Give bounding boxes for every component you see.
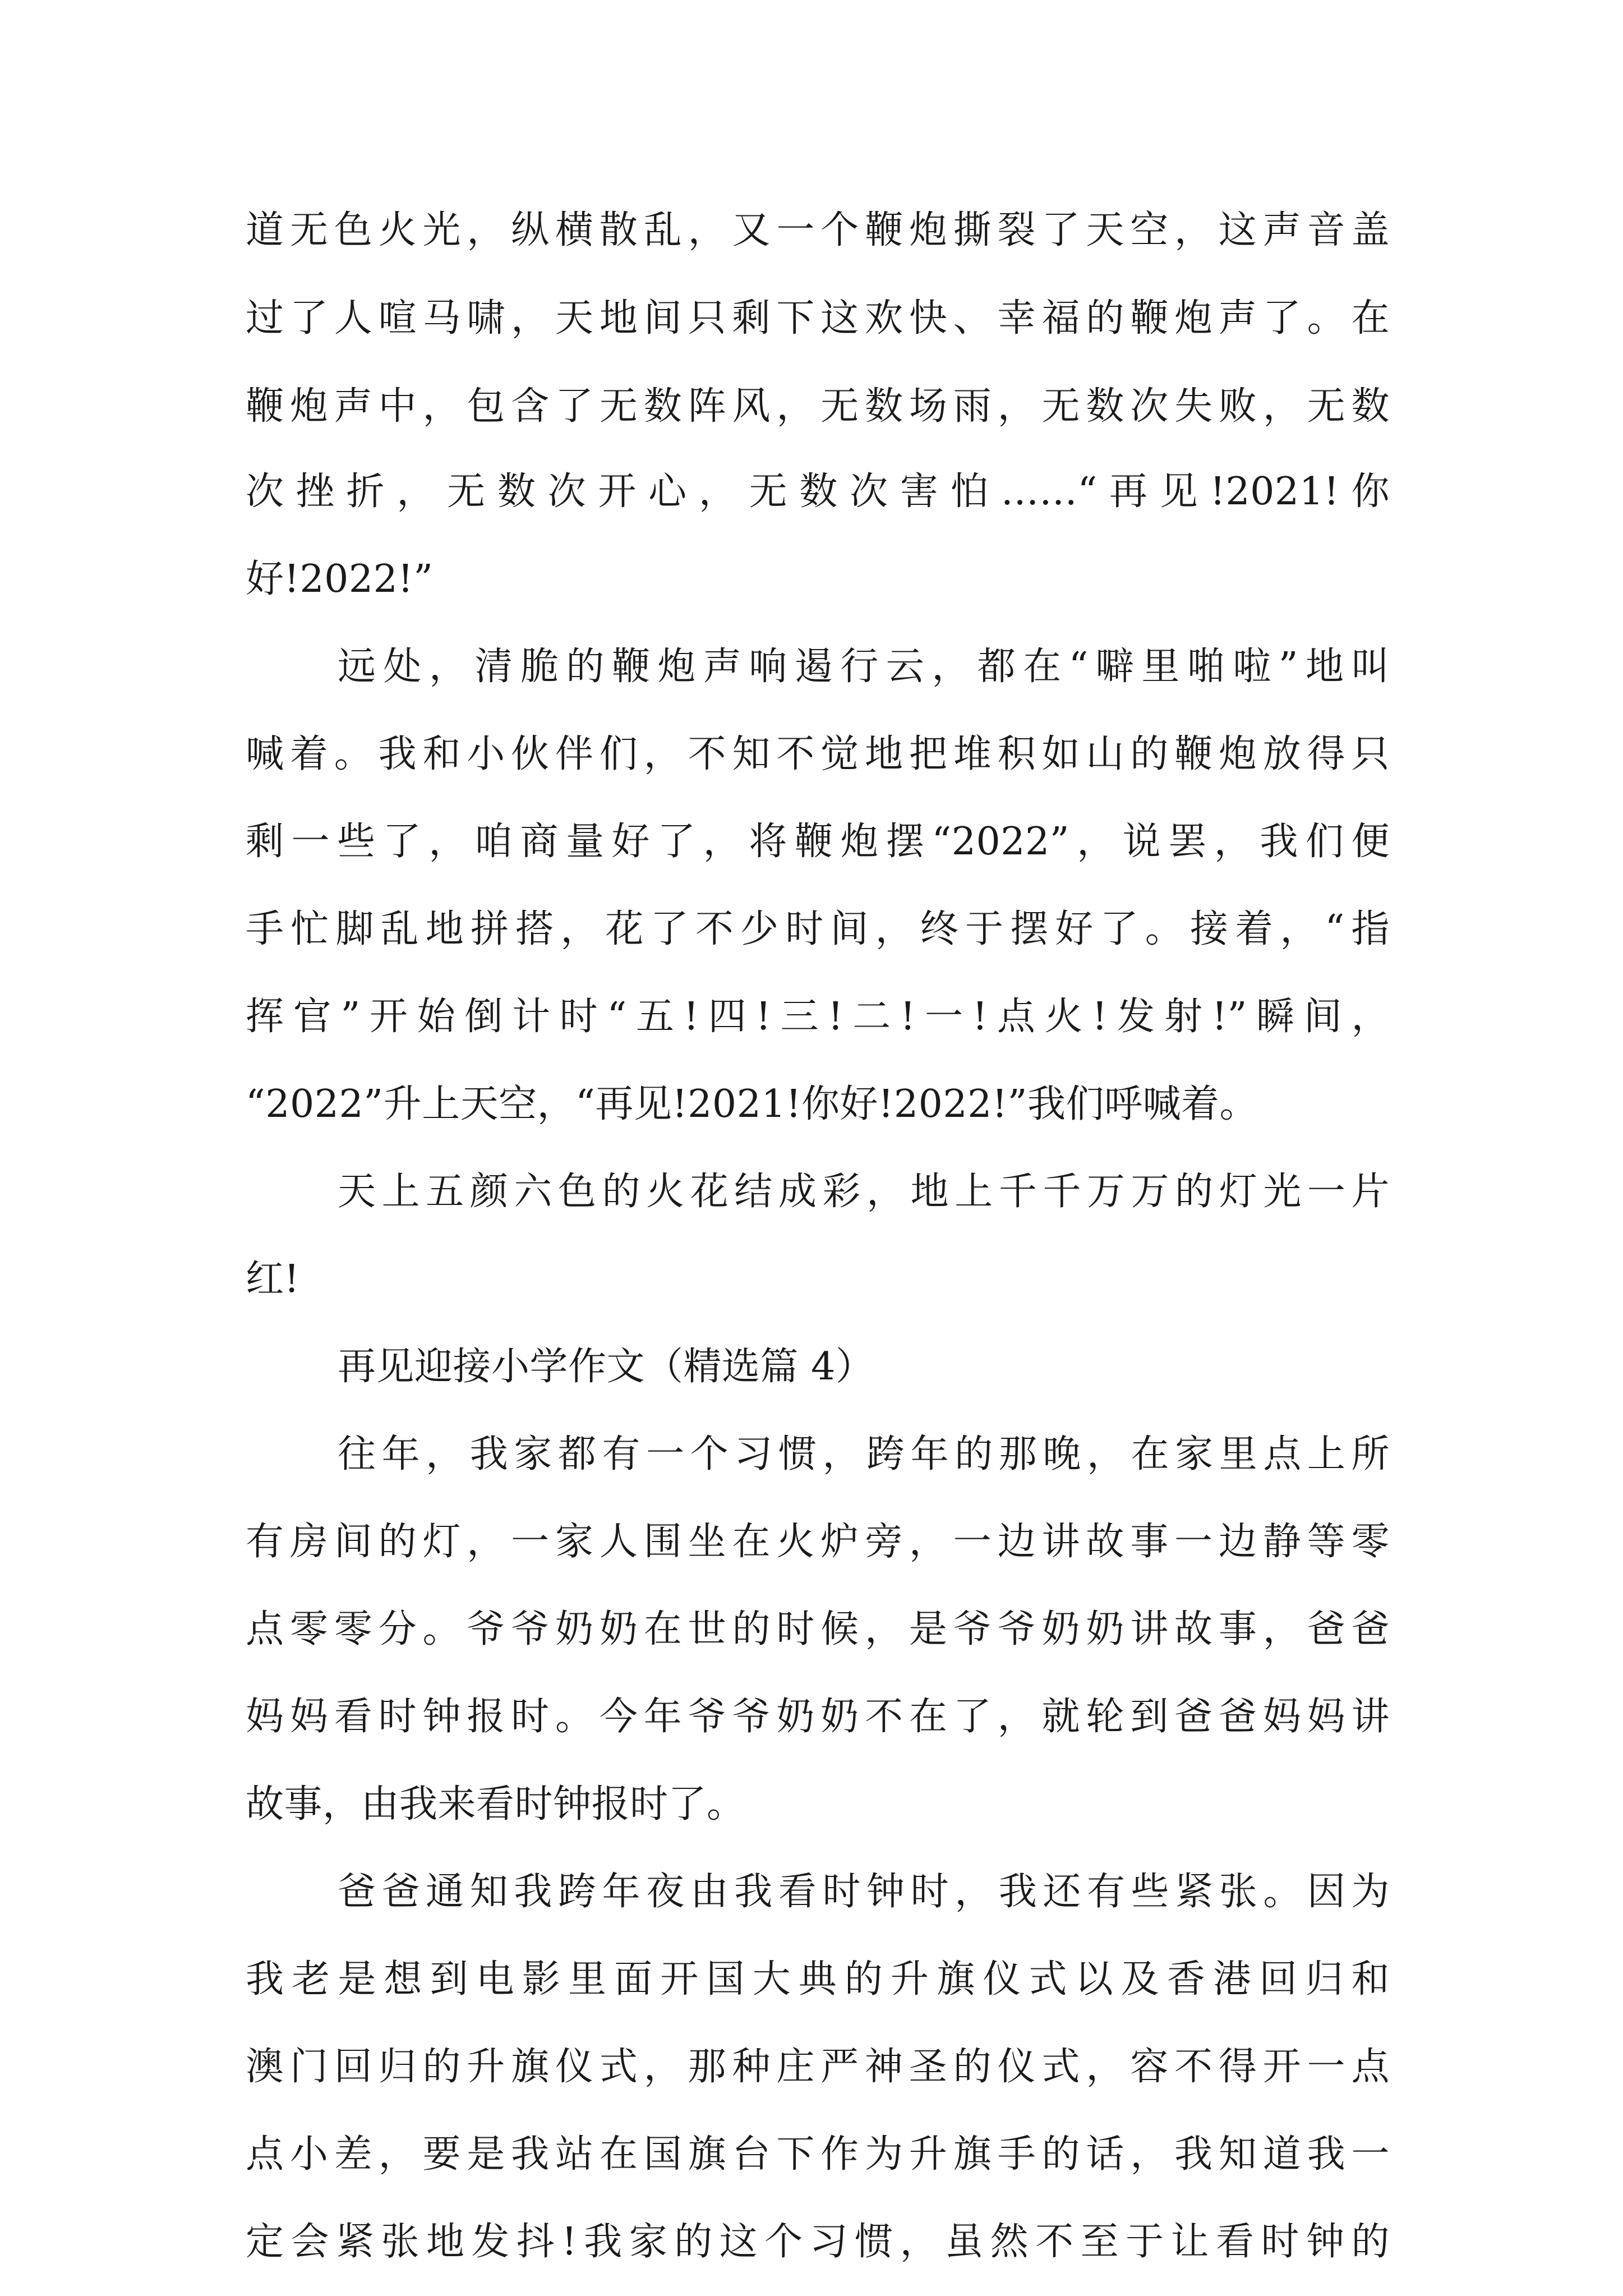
paragraph-first-line: 远处，清脆的鞭炮声响遏行云，都在“噼里啪啦”地叫 bbox=[338, 645, 1390, 689]
text-line: 挥官”开始倒计时“五!四!三!二!一!点火!发射!”瞬间， bbox=[246, 995, 1390, 1039]
section-heading: 再见迎接小学作文（精选篇 4） bbox=[338, 1345, 874, 1389]
paragraph-first-line: 天上五颜六色的火花结成彩，地上千千万万的灯光一片 bbox=[338, 1170, 1390, 1214]
text-line: “2022”升上天空，“再见!2021!你好!2022!”我们呼喊着。 bbox=[246, 1082, 1258, 1126]
text-line: 点小差，要是我站在国旗台下作为升旗手的话，我知道我一 bbox=[246, 2132, 1390, 2177]
text-line: 我老是想到电影里面开国大典的升旗仪式以及香港回归和 bbox=[246, 1957, 1390, 2001]
text-line: 过了人喧马啸，天地间只剩下这欢快、幸福的鞭炮声了。在 bbox=[246, 296, 1390, 341]
text-line: 点零零分。爷爷奶奶在世的时候，是爷爷奶奶讲故事，爸爸 bbox=[246, 1607, 1390, 1651]
text-line: 鞭炮声中，包含了无数阵风，无数场雨，无数次失败，无数 bbox=[246, 384, 1390, 429]
text-line: 剩一些了，咱商量好了，将鞭炮摆“2022”，说罢，我们便 bbox=[246, 820, 1390, 864]
text-line: 红! bbox=[246, 1257, 300, 1301]
text-line: 次挫折，无数次开心，无数次害怕……“再见!2021!你 bbox=[246, 470, 1390, 514]
text-line: 喊着。我和小伙伴们，不知不觉地把堆积如山的鞭炮放得只 bbox=[246, 732, 1390, 776]
paragraph-first-line: 往年，我家都有一个习惯，跨年的那晚，在家里点上所 bbox=[338, 1432, 1390, 1476]
paragraph-first-line: 爸爸通知我跨年夜由我看时钟时，我还有些紧张。因为 bbox=[338, 1870, 1390, 1914]
text-line: 妈妈看时钟报时。今年爷爷奶奶不在了，就轮到爸爸妈妈讲 bbox=[246, 1695, 1390, 1739]
text-line: 手忙脚乱地拼搭，花了不少时间，终于摆好了。接着，“指 bbox=[246, 907, 1390, 951]
text-line: 有房间的灯，一家人围坐在火炉旁，一边讲故事一边静等零 bbox=[246, 1520, 1390, 1564]
text-line: 澳门回归的升旗仪式，那种庄严神圣的仪式，容不得开一点 bbox=[246, 2045, 1390, 2089]
text-line: 道无色火光，纵横散乱，又一个鞭炮撕裂了天空，这声音盖 bbox=[246, 208, 1390, 252]
text-line: 定会紧张地发抖!我家的这个习惯，虽然不至于让看时钟的 bbox=[246, 2220, 1390, 2264]
text-line: 故事，由我来看时钟报时了。 bbox=[246, 1782, 745, 1826]
text-line: 好!2022!” bbox=[246, 557, 434, 601]
